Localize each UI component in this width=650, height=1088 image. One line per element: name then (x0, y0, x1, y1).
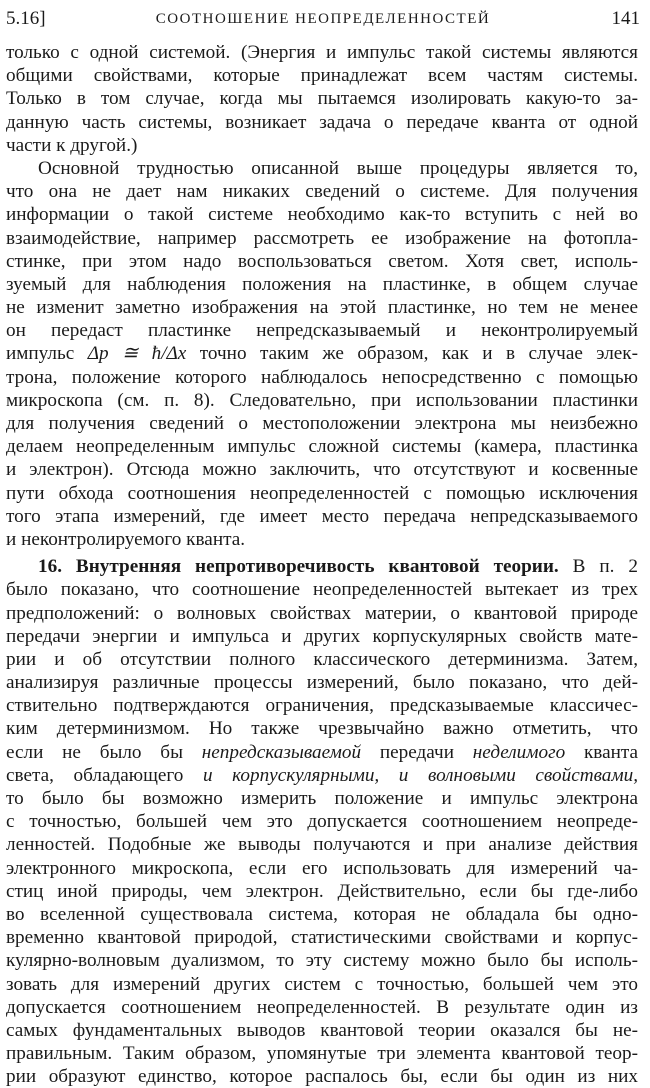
text-line: микроскопа (см. п. 8). Следовательно, при использовании пластинки (6, 389, 638, 411)
text-line: трона, положение которого наблюдалось непосредственно с помощью (6, 366, 638, 388)
paragraph-2 (6, 157, 638, 551)
running-title: СООТНОШЕНИЕ НЕОПРЕДЕЛЕННОСТЕЙ (155, 11, 491, 27)
mixed-italic-line (6, 741, 638, 764)
text-line: анализируя различные процессы измерений, было показано, что дей- (6, 672, 638, 694)
text-line: общими свойствами, которые принадлежат всем частям системы. (6, 65, 638, 87)
page-number: 141 (611, 8, 640, 29)
italic-phrase: и корпускулярными, и волновыми свойствами, (202, 764, 638, 786)
text-line: ленностей. Подобные же выводы получаются и при анализе действия (6, 834, 638, 856)
text-line: с точностью, большей чем это допускается соотношением неопреде- (6, 811, 638, 833)
text-line: Основной трудностью описанной выше процедуры является то, (38, 157, 638, 179)
text-line: Только в том случае, когда мы пытаемся изолировать какую-то за- (6, 88, 638, 110)
text-line: ким детерминизмом. Но также чрезвычайно важно отметить, что (6, 718, 638, 740)
section-heading-line (6, 555, 638, 578)
text-line: части к другой.) (6, 134, 138, 156)
text-line: правильным. Таким образом, упомянутые три элемента квантовой теор- (6, 1043, 638, 1065)
section-heading: 16. Внутренняя непротиворечивость квантовой теории. (38, 556, 559, 578)
text-line: не изменит заметно изображения на этой пластинке, но тем не менее (6, 297, 638, 319)
formula-line (6, 342, 638, 365)
text-segment: передачи (379, 741, 454, 763)
text-line: ствительно подтверждаются ограничения, предсказываемые классичес- (6, 695, 638, 717)
text-line: во вселенной существовала система, которая не обладала бы одно- (6, 903, 638, 925)
page-header (6, 4, 640, 34)
section-16 (6, 555, 638, 1088)
text-line: стиц иной природы, чем электрон. Действительно, если бы где-либо (6, 880, 638, 902)
text-line: для получения сведений о местоположении электрона мы неизбежно (6, 413, 638, 434)
text-line: взаимодействие, например рассмотреть ее изображение на фотопла- (6, 227, 638, 249)
text-line: и электрон). Отсюда можно заключить, что отсутствуют и косвенные (6, 459, 638, 481)
text-segment: импульс (6, 343, 75, 365)
italic-phrase: непредсказываемой (201, 741, 362, 763)
text-line: пути обхода соотношения неопределенностей с помощью исключения (6, 482, 638, 504)
text-segment: точно таким же образом, как и в случае элек- (199, 343, 638, 365)
text-line: данную часть системы, возникает задача о передаче кванта от одной (6, 111, 638, 133)
page-body (6, 41, 638, 1088)
text-line: допускается соотношением неопределенностей. В результате один из (6, 996, 638, 1018)
text-line: информации о такой системе необходимо как-то вступить с ней во (6, 204, 638, 226)
text-line: передачи энергии и импульса и других корпускулярных свойств мате- (6, 625, 638, 647)
text-line: кулярно-волновым дуализмом, то эту систему можно было бы исполь- (6, 950, 638, 972)
mixed-italic-line (6, 764, 638, 787)
text-line: временно квантовой природой, статистическими свойствами и корпус- (6, 927, 638, 949)
text-line: то было бы возможно измерить положение и импульс электрона (6, 788, 638, 809)
italic-phrase: неделимого (472, 741, 566, 763)
text-line: рии и об отсутствии полного классического детерминизма. Затем, (6, 648, 638, 670)
text-line: он передаст пластинке непредсказываемый и неконтролируемый (6, 320, 638, 342)
text-segment: В п. 2 (572, 556, 638, 578)
section-number: 5.16] (6, 8, 46, 29)
text-line: зовать для измерений других систем с точностью, большей чем это (6, 973, 638, 995)
text-segment: света, обладающего (6, 764, 184, 786)
text-line: было показано, что соотношение неопределенностей вытекает из трех (6, 579, 638, 601)
text-line: предположений: о волновых свойствах материи, о квантовой природе (6, 602, 638, 624)
text-line: самых фундаментальных выводов квантовой теории оказался бы не- (6, 1019, 638, 1041)
text-segment: кванта (583, 741, 638, 763)
text-line: что она не дает нам никаких сведений о системе. Для получения (6, 181, 638, 203)
text-line: делаем неопределенным импульс сложной системы (камера, пластинка (6, 436, 638, 458)
text-line: стинке, при этом надо воспользоваться светом. Хотя свет, исполь- (6, 250, 638, 272)
text-line: электронного микроскопа, если его использовать для измерений ча- (6, 857, 638, 879)
text-segment: если не было бы (6, 741, 183, 763)
text-line: только с одной системой. (Энергия и импульс такой системы являются (6, 42, 638, 63)
uncertainty-formula: Δp ≅ ħ/Δx (87, 343, 187, 365)
paragraph-1 (6, 41, 638, 157)
text-line: и неконтролируемого кванта. (6, 528, 246, 550)
text-line: зуемый для наблюдения положения на пластинке, в общем случае (6, 273, 638, 295)
text-line: рии образуют единство, которое распалось бы, если бы один из них (6, 1066, 638, 1088)
text-line: того этапа измерений, где имеет место передача непредсказываемого (6, 505, 638, 527)
